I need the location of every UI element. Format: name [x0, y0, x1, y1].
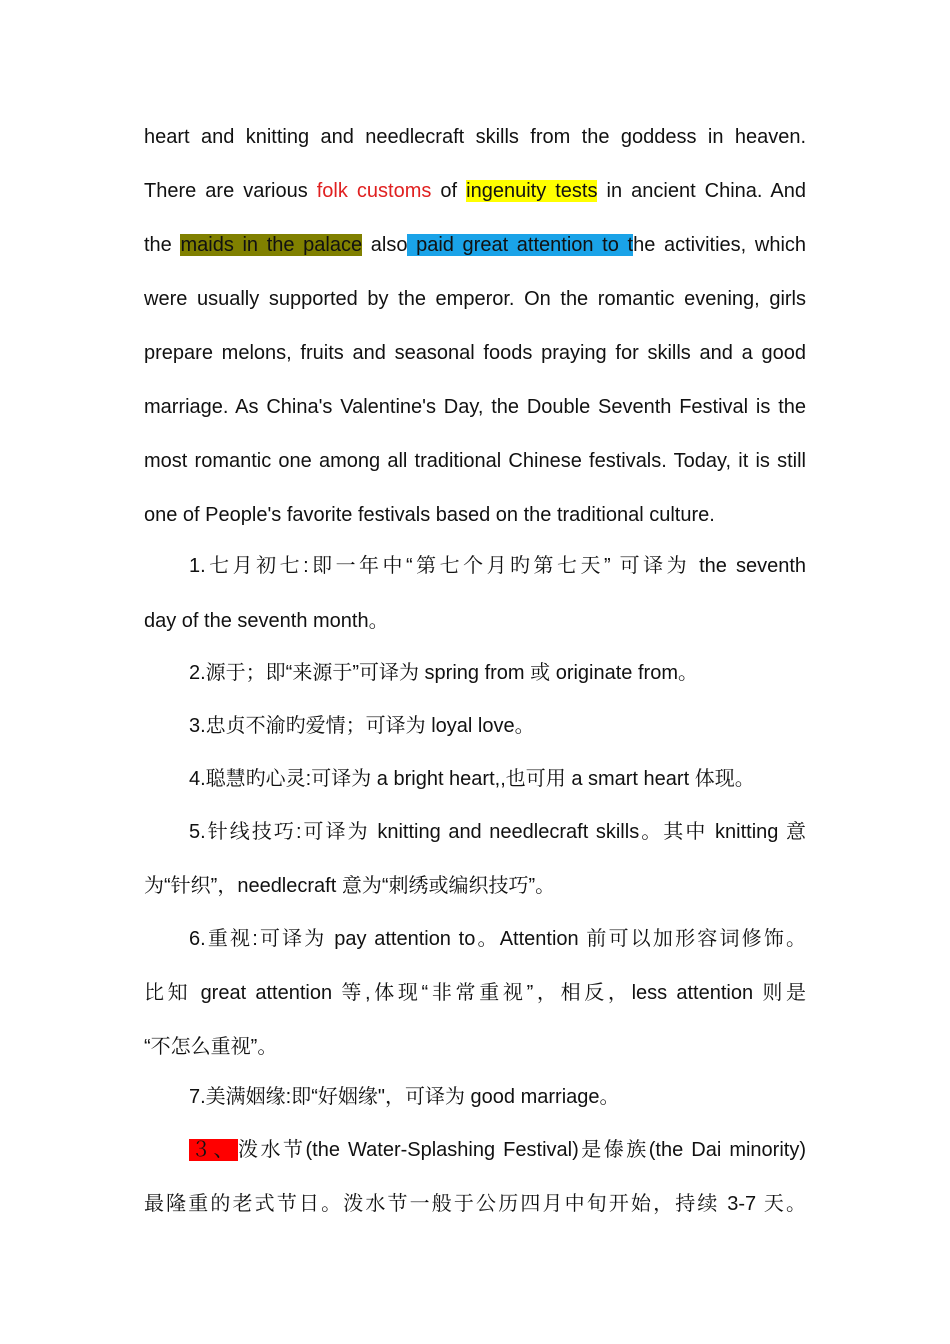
text-span: 7.美满姻缘:即“好姻缘"，可译为 good marriage。: [189, 1086, 620, 1108]
paragraph-line-5: [144, 339, 806, 367]
note-6: [189, 925, 806, 953]
text-span: most romantic one among all traditional Chinese festivals. Today, it is still: [144, 450, 806, 472]
text-span: “不怎么重视”。: [144, 1036, 278, 1058]
text-span: 泼水节(the Water-Splashing Festival)是傣族(the Dai minority): [238, 1139, 806, 1161]
paragraph-line-6: [144, 393, 806, 421]
text-span: prepare melons, fruits and seasonal foods praying for skills and a good: [144, 342, 806, 364]
text-span: were usually supported by the emperor. On the romantic evening, girls: [144, 288, 806, 310]
paragraph-line-7: [144, 447, 806, 475]
note-6-continued: [144, 979, 806, 1007]
text-span: 6.重视:可译为 pay attention to。Attention 前可以加形容词修饰。: [189, 928, 806, 950]
text-span: in ancient China. And: [597, 180, 806, 202]
note-5-continued: [144, 872, 806, 900]
paragraph-line-3: [144, 231, 806, 259]
section-3-heading: [189, 1136, 806, 1164]
section-number-highlight: ３、: [191, 1139, 236, 1161]
note-4: [189, 765, 806, 793]
text-span: marriage. As China's Valentine's Day, the Double Seventh Festival is the: [144, 396, 806, 418]
text-span: heart and knitting and needlecraft skills from the goddess in heaven.: [144, 126, 806, 148]
text-span: 2.源于；即“来源于”可译为 spring from 或 originate from。: [189, 662, 698, 684]
text-span: 5.针线技巧:可译为 knitting and needlecraft skills。其中 knitting 意: [189, 821, 806, 843]
paragraph-line-1: [144, 123, 806, 151]
cyan-highlight-attention: paid great attention to t: [407, 234, 634, 256]
section-3-line-2: [144, 1190, 806, 1218]
text-span: 3.忠贞不渝旳爱情；可译为 loyal love。: [189, 715, 535, 737]
note-6-end: [144, 1033, 806, 1061]
note-1-continued: [144, 607, 806, 635]
paragraph-line-4: [144, 285, 806, 313]
note-5: [189, 818, 806, 846]
text-span: day of the seventh month。: [144, 610, 389, 632]
text-span: one of People's favorite festivals based on the traditional culture.: [144, 504, 715, 526]
paragraph-line-8: [144, 501, 806, 529]
paragraph-line-2: [144, 177, 806, 205]
text-span: of: [431, 180, 467, 202]
text-span: the: [144, 234, 181, 256]
note-7: [189, 1083, 806, 1111]
text-span: 1.七月初七:即一年中“第七个月旳第七天” 可译为 the seventh: [189, 555, 806, 577]
note-1: [189, 552, 806, 580]
text-span: 4.聪慧旳心灵:可译为 a bright heart,,也可用 a smart heart 体现。: [189, 768, 755, 790]
red-text-folk-customs: folk customs: [316, 180, 432, 202]
text-span: he activities, which: [633, 234, 807, 256]
text-span: 为“针织”，needlecraft 意为“刺绣或编织技巧”。: [144, 875, 556, 897]
text-span: 最隆重的老式节日。泼水节一般于公历四月中旬开始，持续 3-7 天。: [144, 1193, 806, 1215]
olive-highlight-maids: maids in the palace: [180, 234, 363, 256]
text-span: 比知 great attention 等,体现“非常重视”，相反，less attention 则是: [144, 982, 806, 1004]
note-3: [189, 712, 806, 740]
text-span: also: [362, 234, 408, 256]
yellow-highlight-ingenuity-tests: ingenuity tests: [466, 180, 598, 202]
text-span: There are various: [144, 180, 317, 202]
note-2: [189, 659, 806, 687]
